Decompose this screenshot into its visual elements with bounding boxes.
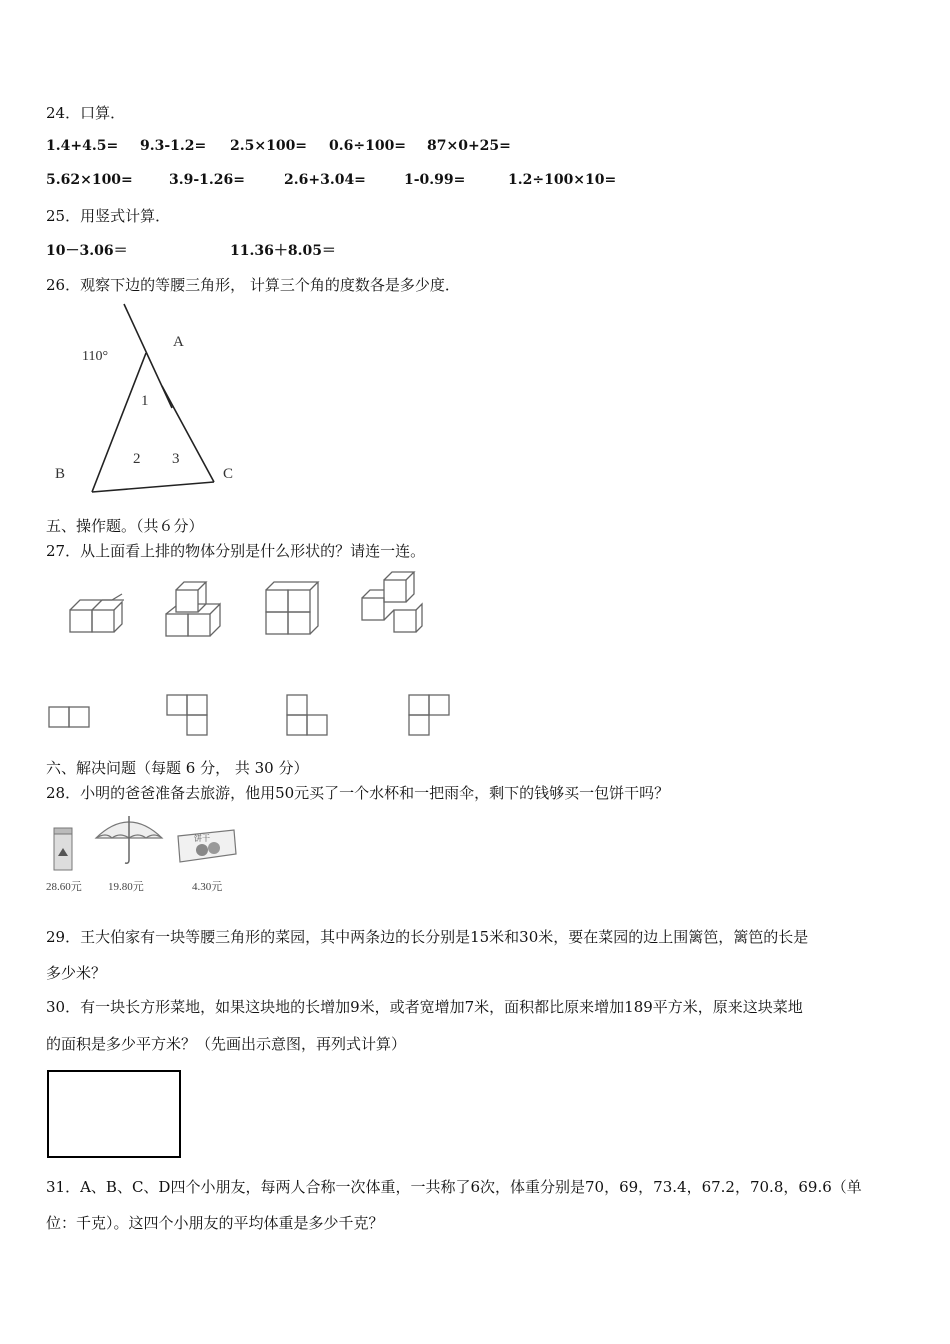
cup-price: 28.60元 (46, 881, 82, 893)
q24-expr: 2.5×100= (230, 138, 308, 154)
umbrella-price: 19.80元 (108, 881, 144, 893)
vertex-a-label: A (173, 334, 184, 350)
q30-line-1: 30．有一块长方形菜地，如果这块地的长增加9米，或者宽增加7米，面积都比原来增加189平方米，原来这块菜地 (46, 998, 803, 1016)
q27-title: 27．从上面看上排的物体分别是什么形状的？请连一连。 (46, 542, 426, 560)
q29-line-1: 29．王大伯家有一块等腰三角形的菜园，其中两条边的长分别是15米和30米，要在菜园的边上围篱笆，篱笆的长是 (46, 928, 809, 946)
q24-expr: 0.6÷100= (329, 138, 407, 154)
angle-1-label: 1 (141, 393, 149, 409)
angle-2-label: 2 (133, 451, 141, 467)
q25-title: 25．用竖式计算． (46, 207, 171, 225)
section-6-title: 六、解决问题（每题 6 分， 共 30 分） (46, 759, 309, 777)
cup-icon (52, 826, 74, 872)
q24-expr: 9.3-1.2= (140, 138, 207, 154)
isosceles-triangle-figure (50, 298, 250, 498)
cube-object-4 (358, 570, 426, 638)
q31-line-1: 31．A、B、C、D四个小朋友，每两人合称一次体重，一共称了6次，体重分别是70，69，73.4，67.2，70.8，69.6（单 (46, 1178, 862, 1196)
q24-expr: 5.62×100= (46, 172, 133, 188)
q24-expr: 1-0.99= (404, 172, 466, 188)
q30-line-2: 的面积是多少平方米？（先画出示意图，再列式计算） (46, 1035, 407, 1053)
cube-object-1 (68, 590, 124, 636)
q24-expr: 2.6+3.04= (284, 172, 366, 188)
cube-object-3 (264, 580, 324, 638)
q24-expr: 3.9-1.26= (169, 172, 245, 188)
biscuit-pack-icon (176, 828, 238, 864)
q31-line-2: 位：千克）。这四个小朋友的平均体重是多少千克？ (46, 1214, 384, 1232)
q26-title: 26．观察下边的等腰三角形， 计算三个角的度数各是多少度． (46, 276, 460, 294)
section-5-title: 五、操作题。（共６分） (46, 517, 204, 535)
biscuit-price: 4.30元 (192, 881, 223, 893)
q25-expr: 11.36＋8.05＝ (230, 243, 336, 259)
biscuit-label: 饼干 (194, 834, 210, 843)
q24-expr: 87×0+25= (427, 138, 511, 154)
umbrella-icon (94, 812, 164, 866)
q29-line-2: 多少米？ (46, 964, 107, 982)
view-shape-1 (48, 706, 92, 728)
q24-expr: 1.4+4.5= (46, 138, 119, 154)
view-shape-4 (408, 694, 452, 736)
view-shape-3 (286, 694, 330, 736)
rectangle-diagram (47, 1070, 181, 1158)
q24-expr: 1.2÷100×10= (508, 172, 617, 188)
angle-110-label: 110° (82, 349, 109, 364)
vertex-c-label: C (223, 466, 234, 482)
angle-3-label: 3 (172, 451, 180, 467)
view-shape-2 (166, 694, 210, 736)
vertex-b-label: B (55, 466, 66, 482)
q25-expr: 10－3.06＝ (46, 243, 128, 259)
cube-object-2 (162, 578, 226, 640)
q24-title: 24．口算． (46, 104, 126, 122)
q28-title: 28．小明的爸爸准备去旅游，他用50元买了一个水杯和一把雨伞，剩下的钱够买一包饼干吗？ (46, 784, 670, 802)
